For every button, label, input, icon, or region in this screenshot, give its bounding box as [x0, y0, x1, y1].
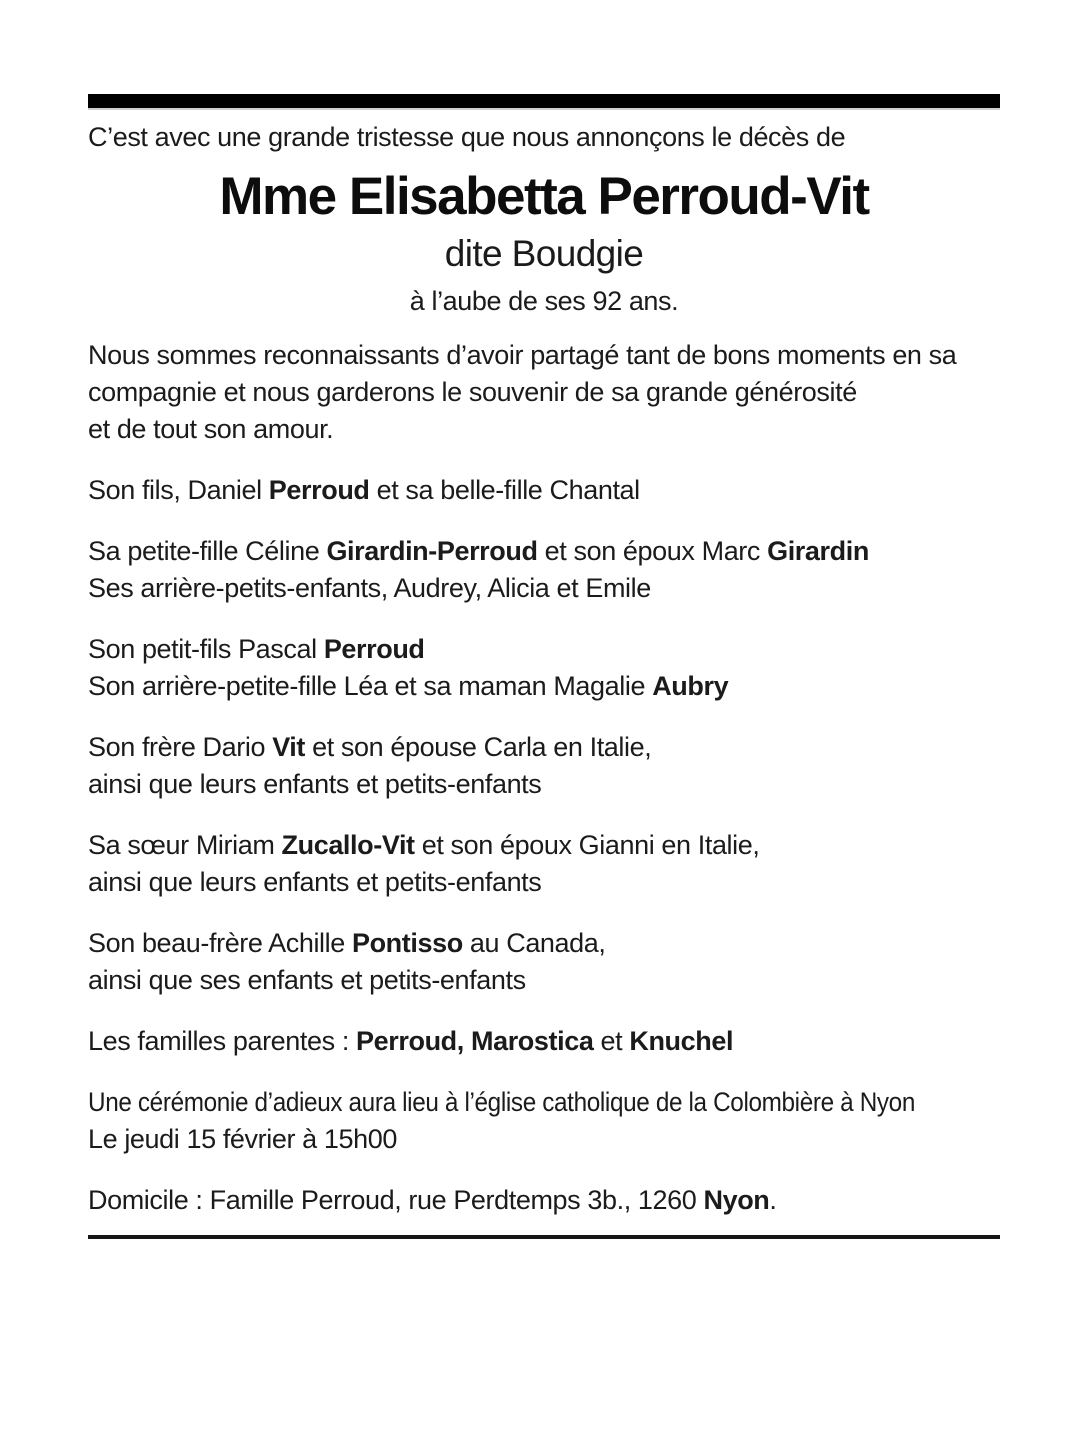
text-segment: Domicile : Famille Perroud, rue Perdtemps 3b., 1260 — [88, 1185, 704, 1215]
surname-bold: Perroud, — [356, 1026, 464, 1056]
age-line: à l’aube de ses 92 ans. — [409, 286, 679, 316]
text-segment: et son épouse Carla en Italie, — [305, 732, 652, 762]
paragraph-related-families — [88, 1023, 1000, 1060]
text-line — [88, 631, 1000, 668]
text-line — [88, 729, 1000, 766]
paragraph-brother — [88, 729, 1000, 803]
text-line-content — [88, 830, 759, 860]
text-segment: . — [769, 1185, 777, 1215]
text-segment: Les familles parentes : — [88, 1026, 357, 1056]
text-line — [88, 766, 1000, 803]
surname-bold: Nyon — [703, 1185, 770, 1215]
text-segment: Sa petite-fille Céline — [88, 536, 327, 566]
surname-bold: Girardin — [767, 536, 869, 566]
text-segment: ainsi que leurs enfants et petits-enfants — [88, 867, 542, 897]
text-segment: Son petit-fils Pascal — [88, 634, 324, 664]
obituary-sheet — [0, 94, 1070, 1434]
text-segment: et — [593, 1026, 630, 1056]
text-line-content — [88, 965, 526, 995]
surname-bold: Perroud — [268, 475, 370, 505]
text-segment: Son fils, Daniel — [88, 475, 269, 505]
paragraph-granddaughter — [88, 533, 1000, 607]
text-line — [88, 1084, 1000, 1121]
text-segment: ainsi que leurs enfants et petits-enfants — [88, 769, 542, 799]
tribute-line-1: Nous sommes reconnaissants d’avoir partagé tant de bons moments en sa — [88, 340, 957, 370]
surname-bold: Perroud — [323, 634, 425, 664]
text-line-content — [88, 1084, 915, 1121]
deceased-name: Mme Elisabetta Perroud-Vit — [219, 167, 869, 226]
tribute-line-2: compagnie et nous garderons le souvenir de sa grande générosité — [88, 377, 857, 407]
surname-bold: Marostica — [470, 1026, 594, 1056]
text-line-content — [88, 536, 869, 566]
text-line — [88, 570, 1000, 607]
surname-bold: Pontisso — [351, 928, 463, 958]
top-accent-bar — [88, 94, 1000, 108]
paragraph-grandson — [88, 631, 1000, 705]
text-line — [88, 1121, 1000, 1158]
surname-bold: Aubry — [652, 671, 729, 701]
text-line — [88, 472, 1000, 509]
text-segment: Son frère Dario — [88, 732, 273, 762]
paragraph-list — [88, 472, 1000, 1219]
text-segment: et son époux Gianni en Italie, — [414, 830, 760, 860]
text-line-content — [88, 928, 606, 958]
surname-bold: Zucallo-Vit — [281, 830, 415, 860]
text-segment: Son beau-frère Achille — [88, 928, 352, 958]
text-line-content — [88, 867, 541, 897]
tribute-paragraph — [88, 337, 1000, 448]
bottom-rule — [88, 1235, 1000, 1239]
text-segment: ainsi que ses enfants et petits-enfants — [88, 965, 526, 995]
paragraph-brother-in-law — [88, 925, 1000, 999]
text-line-content — [88, 769, 541, 799]
text-line-content — [88, 671, 728, 701]
text-segment: Le jeudi 15 février à 15h00 — [88, 1124, 397, 1154]
surname-bold: Girardin-Perroud — [326, 536, 538, 566]
paragraph-sister — [88, 827, 1000, 901]
text-line-content — [88, 732, 651, 762]
text-line-content — [88, 1124, 397, 1154]
text-segment — [464, 1026, 471, 1056]
text-segment: Ses arrière-petits-enfants, Audrey, Alicia et Emile — [88, 573, 651, 603]
text-segment: au Canada, — [462, 928, 606, 958]
paragraph-domicile — [88, 1182, 1000, 1219]
text-line-content — [88, 573, 651, 603]
text-line — [88, 827, 1000, 864]
text-line-content — [88, 634, 425, 664]
text-line — [88, 864, 1000, 901]
tribute-line-3: et de tout son amour. — [88, 414, 334, 444]
text-segment: Une cérémonie d’adieux aura lieu à l’église catholique de la Colombière à Nyon — [88, 1087, 915, 1117]
text-line-content — [88, 1026, 733, 1056]
surname-bold: Vit — [272, 732, 306, 762]
text-line — [88, 1182, 1000, 1219]
text-line — [88, 533, 1000, 570]
text-segment: et son époux Marc — [537, 536, 768, 566]
surname-bold: Knuchel — [629, 1026, 734, 1056]
text-line — [88, 962, 1000, 999]
nickname-line: dite Boudgie — [444, 233, 644, 274]
text-line — [88, 925, 1000, 962]
text-line-content — [88, 475, 640, 505]
text-line-content — [88, 1185, 777, 1215]
paragraph-son — [88, 472, 1000, 509]
text-segment: et sa belle-fille Chantal — [369, 475, 640, 505]
text-segment: Son arrière-petite-fille Léa et sa maman Magalie — [88, 671, 653, 701]
text-segment: Sa sœur Miriam — [88, 830, 282, 860]
intro-line: C’est avec une grande tristesse que nous annonçons le décès de — [88, 122, 846, 152]
paragraph-ceremony — [88, 1084, 1000, 1158]
text-line — [88, 1023, 1000, 1060]
text-line — [88, 668, 1000, 705]
